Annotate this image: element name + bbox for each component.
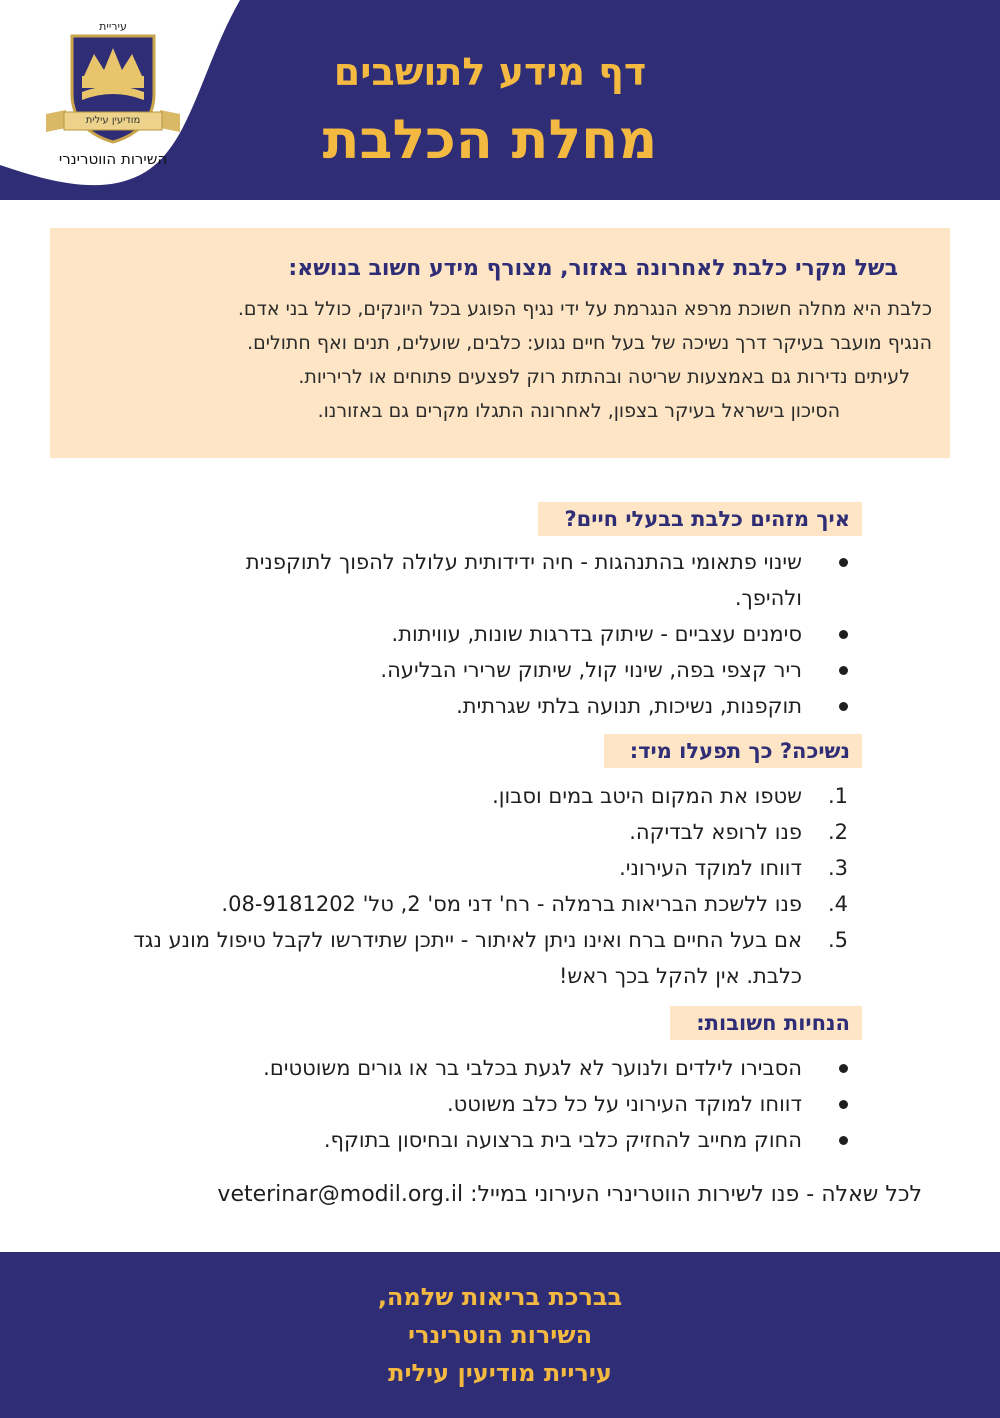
step-number: 5. bbox=[827, 928, 848, 952]
step-text: פנו לרופא לבדיקה. bbox=[629, 820, 802, 844]
bite-heading: נשיכה? כך תפעלו מיד: bbox=[604, 734, 862, 768]
logo-caption: השירות הווטרינרי bbox=[58, 150, 168, 168]
step-text: אם בעל החיים ברח ואינו ניתן לאיתור - ייתכן שתידרשו לקבל טיפול מונע נגד כלבת. אין להקל בכך ראש! bbox=[133, 928, 802, 988]
step-number: 4. bbox=[827, 892, 848, 916]
intro-line: הנגיף מועבר בעיקר דרך נשיכה של בעל חיים נגוע: כלבים, שועלים, תנים ואף חתולים. bbox=[247, 332, 932, 354]
intro-line: לעיתים נדירות גם באמצעות שריטה ובהתזת רוק לפצעים פתוחים או לריריות. bbox=[298, 366, 910, 388]
page-subtitle: דף מידע לתושבים bbox=[333, 50, 647, 94]
intro-paragraph bbox=[62, 292, 932, 428]
footer-bar bbox=[0, 1252, 1000, 1418]
list-item: החוק מחייב להחזיק כלבי בית ברצועה ובחיסון בתוקף. bbox=[82, 1122, 862, 1158]
intro-line: הסיכון בישראל בעיקר בצפון, לאחרונה התגלו מקרים גם באזורנו. bbox=[317, 400, 840, 422]
guidelines-list bbox=[82, 1050, 862, 1158]
page-title: מחלת הכלבת bbox=[322, 108, 658, 171]
intro-box bbox=[50, 228, 950, 458]
list-item: דווחו למוקד העירוני על כל כלב משוטט. bbox=[82, 1086, 862, 1122]
step-text: שטפו את המקום היטב במים וסבון. bbox=[492, 784, 802, 808]
list-item: הסבירו לילדים ולנוער לא לגעת בכלבי בר או גורים משוטטים. bbox=[82, 1050, 862, 1086]
contact-line: לכל שאלה - פנו לשירות הווטרינרי העירוני במייל: veterinar@modil.org.il bbox=[217, 1182, 922, 1207]
list-item bbox=[82, 850, 862, 886]
list-item bbox=[82, 778, 862, 814]
list-item: תוקפנות, נשיכות, תנועה בלתי שגרתית. bbox=[182, 688, 862, 724]
identify-heading: איך מזהים כלבת בבעלי חיים? bbox=[538, 502, 862, 536]
list-item: סימנים עצביים - שיתוק בדרגות שונות, עוויתות. bbox=[182, 616, 862, 652]
logo-banner-text: מודיעין עילית bbox=[85, 115, 141, 126]
intro-heading: בשל מקרי כלבת לאחרונה באזור, מצורף מידע חשוב בנושא: bbox=[288, 256, 898, 281]
bite-steps-list bbox=[82, 778, 862, 994]
identify-list bbox=[182, 544, 862, 724]
list-item bbox=[82, 814, 862, 850]
footer-department: השירות הוטרינרי bbox=[407, 1321, 593, 1349]
municipality-logo bbox=[38, 18, 188, 178]
footer-greeting: בברכת בריאות שלמה, bbox=[377, 1283, 623, 1311]
step-number: 1. bbox=[827, 784, 848, 808]
header-bar bbox=[0, 0, 1000, 200]
step-number: 2. bbox=[827, 820, 848, 844]
guidelines-heading: הנחיות חשובות: bbox=[670, 1006, 862, 1040]
step-text: דווחו למוקד העירוני. bbox=[619, 856, 802, 880]
logo-city-label: עיריית bbox=[99, 20, 127, 33]
list-item bbox=[82, 922, 862, 994]
step-number: 3. bbox=[827, 856, 848, 880]
list-item: שינוי פתאומי בהתנהגות - חיה ידידותית עלולה להפוך לתוקפנית ולהיפך. bbox=[182, 544, 862, 616]
footer-municipality: עיריית מודיעין עילית bbox=[388, 1359, 612, 1387]
list-item: ריר קצפי בפה, שינוי קול, שיתוק שרירי הבליעה. bbox=[182, 652, 862, 688]
step-text: פנו ללשכת הבריאות ברמלה - רח' דני מס' 2, טל' 08-9181202. bbox=[221, 892, 802, 916]
intro-line: כלבת היא מחלה חשוכת מרפא הנגרמת על ידי נגיף הפוגע בכל היונקים, כולל בני אדם. bbox=[237, 298, 932, 320]
list-item bbox=[82, 886, 862, 922]
